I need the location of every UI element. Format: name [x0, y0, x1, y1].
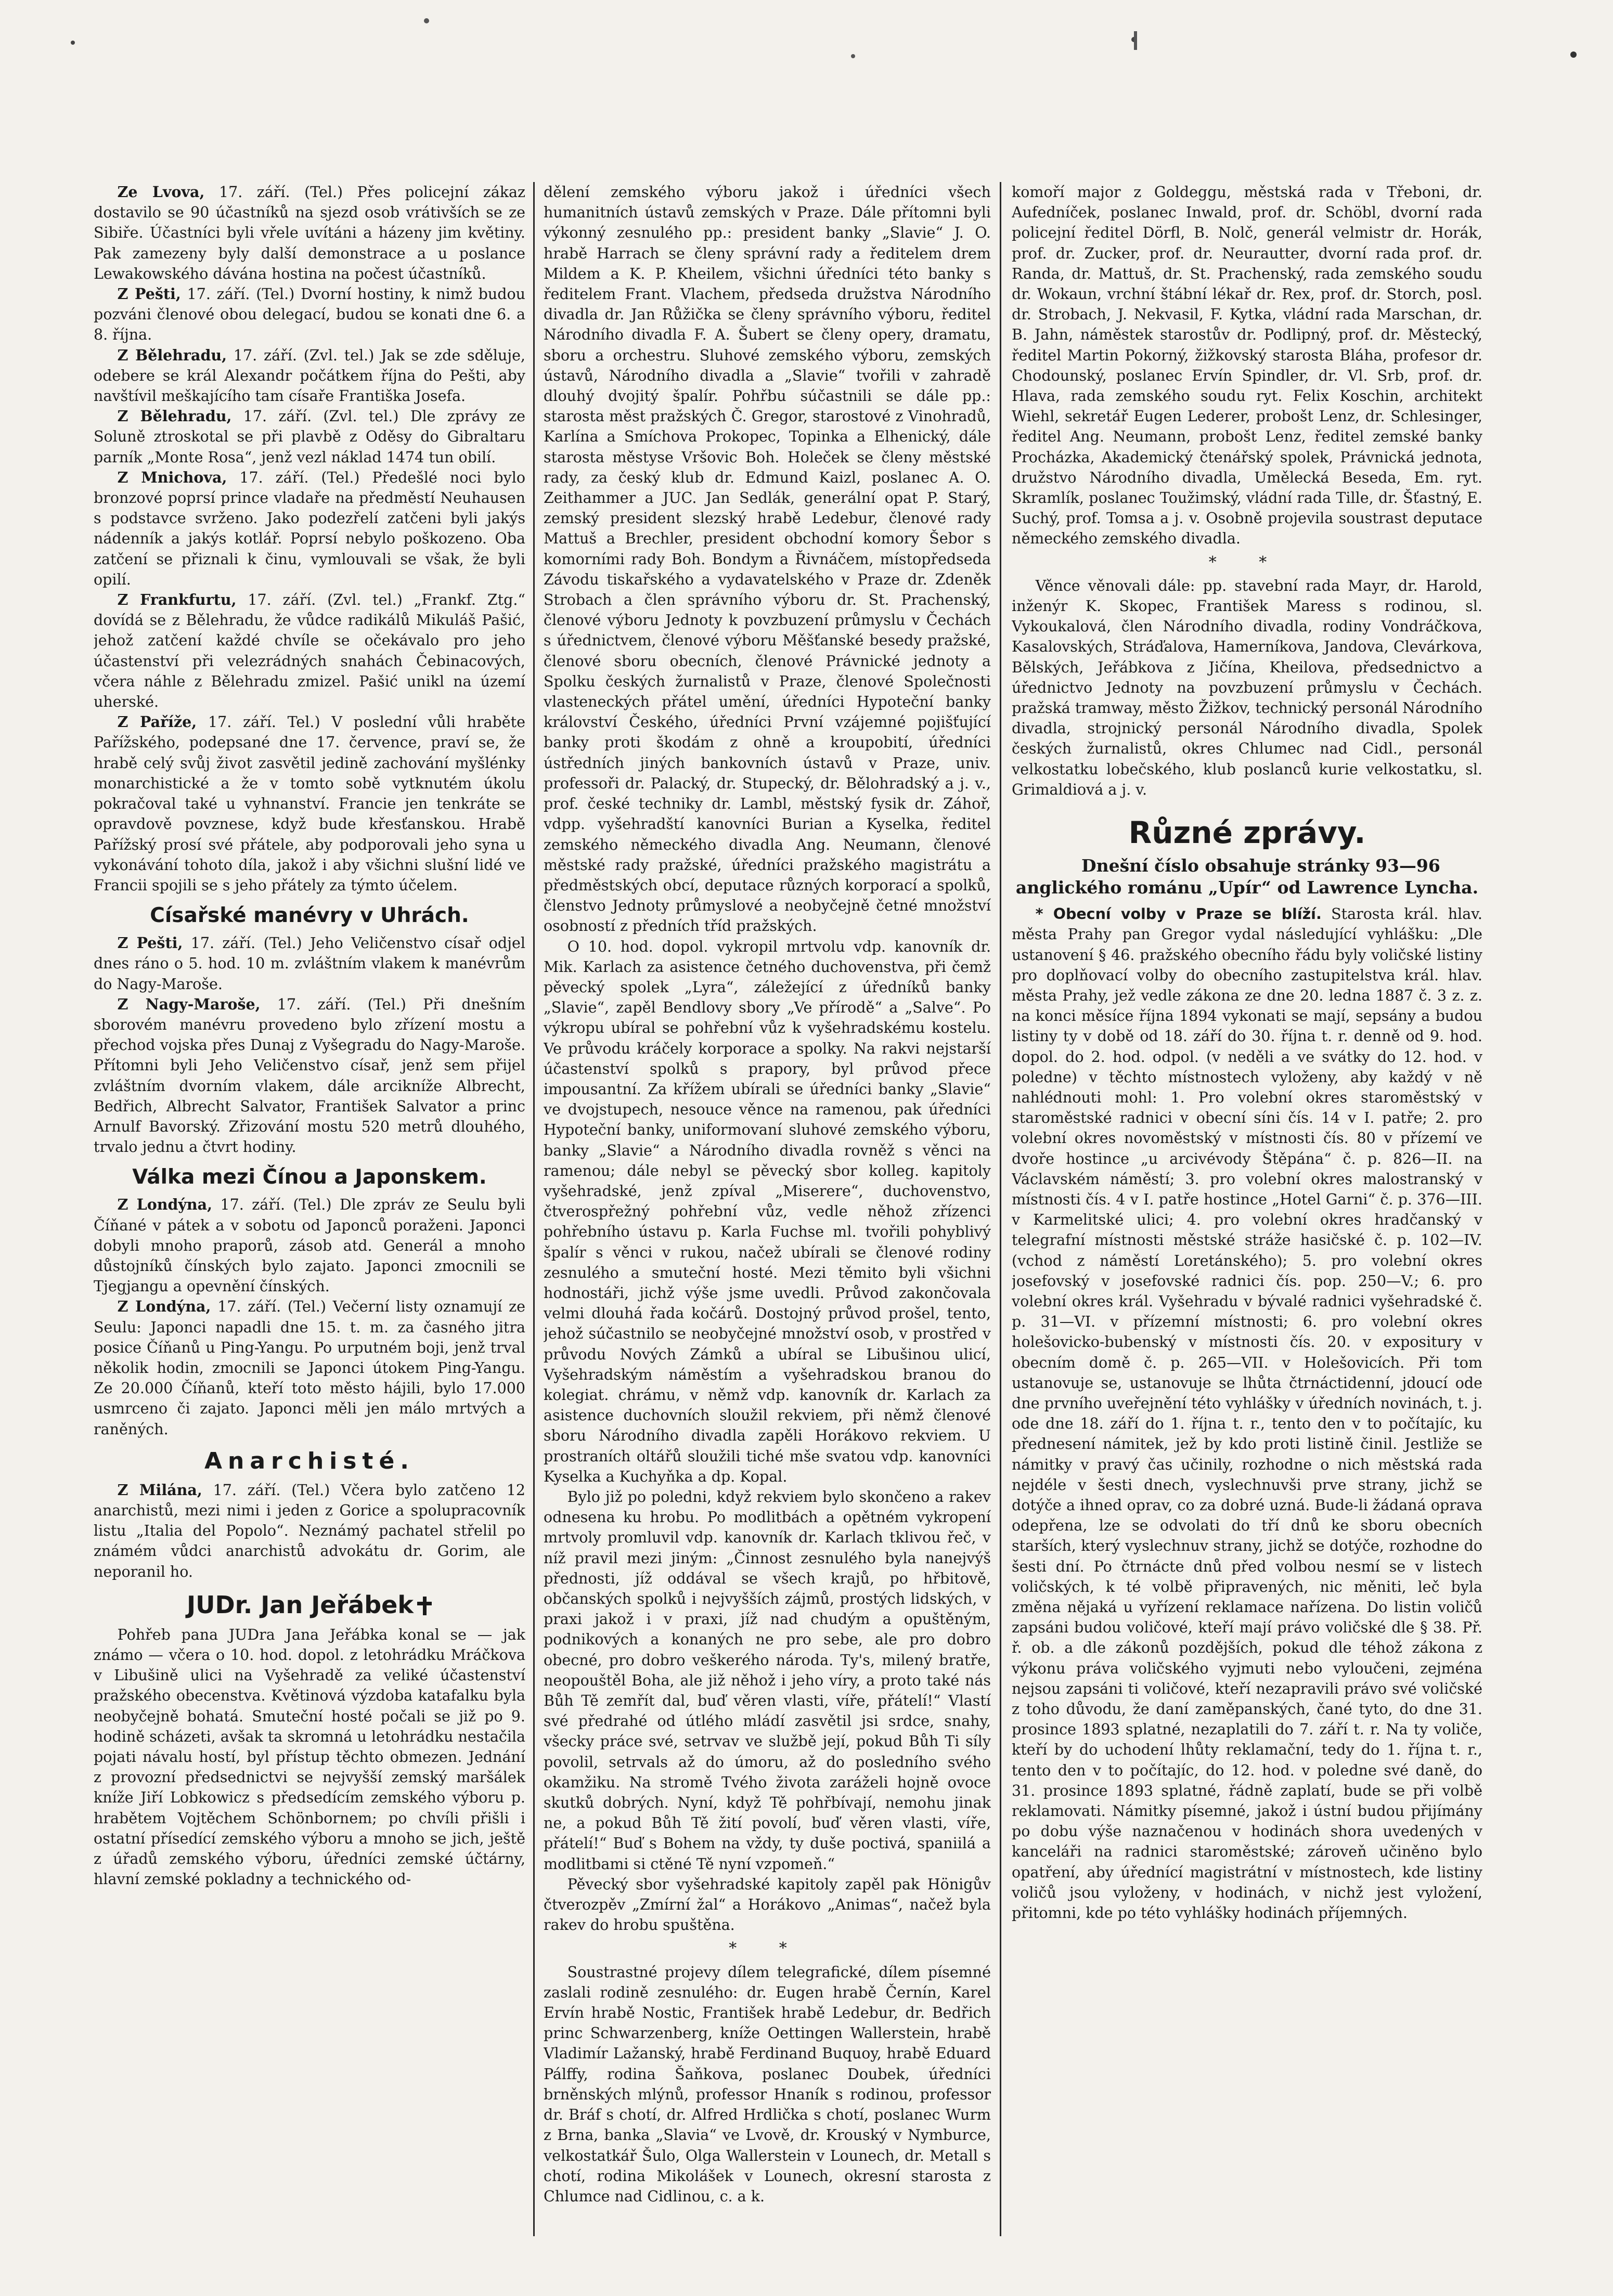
article-londyn-2: Z Londýna, 17. září. (Tel.) Večerní listy oznamují ze Seulu: Japonci napadli dne 15. t. m. za časného jitra posice Číňanů u Ping-Yangu. Po urputném boji, jenž trval několik hodin, zmocnili se Japonci útokem Ping-Yangu. Ze 20.000 Číňanů, kteří toto město hájili, bylo 17.000 usmrceno či zajato. Japonci měli jen málo mrtvých a raněných.: [94, 1298, 525, 1438]
article-belehrad-1: Z Bělehradu, 17. září. (Zvl. tel.) Jak se zde sděluje, odebere se král Alexandr počátkem října do Pešti, aby navštívil meškajícího tam císaře Františka Josefa.: [94, 346, 525, 405]
heading-valka: Válka mezi Čínou a Japonskem.: [132, 1165, 487, 1189]
column-rule-2: [1000, 182, 1001, 2236]
cross-icon: [417, 1597, 432, 1615]
article-jerabek-cont-6: komoří major z Goldeggu, městská rada v Třeboni, dr. Aufedníček, poslanec Inwald, prof. dr. Schöbl, dvorní rada policejní ředitel Dörfl, B. Nolč, generál velmistr dr. Horák, prof. dr. Zucker, prof. dr. Neurautter, dvorní rada prof. dr. Randa, dr. Mattuš, dr. St. Prachenský, rada zemského soudu dr. Wokaun, vrchní štábní lékař dr. Rex, prof. dr. Storch, posl. dr. Strobach, J. Nekvasil, F. Kytka, vládní rada Marschan, dr. B. Jahn, náměstek starostův dr. Podlipný, prof. dr. Městecký, ředitel Martin Pokorný, žižkovský starosta Bláha, profesor dr. Chodounský, poslanec Ervín Spindler, dr. Vl. Srb, prof. dr. Hlava, rada zemského soudu ryt. Felix Koschin, architekt Wiehl, sekretář Eugen Lederer, probošt Lenz, dr. Schlesinger, ředitel Ang. Neumann, probošt Lenz, ředitel zemské banky Procházka, Akademický čtenářský spolek, Právnická jednota, družstvo Národního divadla, Umělecká Beseda, Em. ryt. Skramlík, poslanec Toužimský, vládní rada Tille, dr. Šťastný, E. Suchý, prof. Tomsa a j. v. Osobně projevila soustrast deputace německého zemského divadla.: [1012, 184, 1482, 548]
article-jerabek-cont-1: dělení zemského výboru jakož i úředníci všech humanitních ústavů zemských v Praze. Dále přítomni byli výkonný zesnulého pp.: president banky „Slavie“ J. O. hrabě Harrach se členy správní rady a ředitelem drem Mildem a K. P. Kheilem, všichni úředníci této banky s ředitelem Frant. Vlachem, předseda družstva Národního divadla dr. Jan Růžička se členy správního výboru, ředitel Národního divadla F. A. Šubert se členy opery, dramatu, sboru a orchestru. Sluhové zemského výboru, zemských ústavů, Národního divadla a „Slavie“ tvořili v zahradě dlouhý dvojitý špalír. Pohřbu súčastnili se dále pp.: starosta měst pražských Č. Gregor, starostové z Vinohradů, Karlína a Smíchova Prokopec, Topinka a Elhenický, dále starosta městyse Vršovic Boh. Holeček se členy městské rady, za český klub dr. Edmund Kaizl, poslanec A. O. Zeithammer a JUC. Jan Sedlák, generální opat P. Starý, zemský president slezský hrabě Ledebur, členové rady Mattuš a Brechler, president obchodní komory Šebor s komorními rady Boh. Bondym a Řivnáčem, místopředseda Závodu tiskařského a vydavatelského v Praze dr. Zdeněk Strobach a člen správního výboru dr. St. Prachenský, členové výboru Jednoty k povzbuzení průmyslu v Čechách s úřednictvem, členové výboru Měšťanské besedy pražské, členové sboru obecních, členové Právnické jednoty a Spolku českých žurnalistů v Praze, členové Společnosti vlasteneckých přátel umění, úředníci Hypoteční banky království Českého, úředníci První vzájemné pojišťující banky proti škodám z ohně a kroupobití, úředníci ústředních jiných bankovních ústavů v Praze, univ. professoři dr. Palacký, dr. Stupecký, dr. Bělohradský a j. v., prof. české techniky dr. Lambl, městský fysik dr. Záhoř, vdpp. vyšehradští kanovníci Burian a Kyselka, ředitel zemského německého divadla Ang. Neumann, členové městské rady pražské, úředníci pražského magistrátu a předměstských obcí, deputace různých korporací a spolků, členstvo Jednoty průmyslové a neobyčejně četné množství osobností z předních tříd pražských.: [544, 184, 991, 935]
article-obecni-volby: * Obecní volby v Praze se blíží. Starosta král. hlav. města Prahy pan Gregor vydal následující vyhlášku: „Dle ustanovení § 46. pražského obecního řádu byly voličské listiny pro doplňovací volby do obecního zastupitelstva král. hlav. města Prahy, jež vedle zákona ze dne 20. ledna 1887 č. 3 z. z. na konci měsíce října 1894 vykonati se mají, sepsány a budou listiny ty v době od 18. září do 30. října t. r. denně od 9. hod. dopol. do 2. hod. odpol. (v neděli a ve svátky do 12. hod. v poledne) v těchto místnostech vyloženy, aby každý v ně nahlédnouti mohl: 1. Pro volební okres staroměstský v staroměstské radnici v obecní síni čís. 14 v I. patře; 2. pro volební okres novoměstský v místnosti čís. 80 v přízemí ve dvoře hostince „u arcivévody Štěpána“ č. p. 826—II. na Václavském náměstí; 3. pro volební okres malostranský v místnosti čís. 4 v I. patře hostince „Hotel Garni“ č. p. 376—III. v Karmelitské ulici; 4. pro volební okres hradčanský v telegrafní místnosti městské stráže hasičské č. p. 102—IV. (vchod z náměstí Loretánského); 5. pro volební okres josefovský v josefovské radnici čís. pop. 250—V.; 6. pro volební okres král. Vyšehradu v bývalé radnici vyšehradské č. p. 31—VI. v přízemní místnosti; 6. pro volební okres holešovicko-bubenský v místnosti čís. 20. v expositury v obecním domě č. p. 265—VII. v Holešovicích. Při tom ustanovuje se, ustanovuje se lhůta čtrnáctidenní, jdoucí ode dne prvního uveřejnění této vyhlášky v úředních novinách, t. j. ode dne 18. září do 1. října t. r., tento den v to počítajíc, ku přednesení námitek, jež by kdo proti listině činil. Jestliže se námitky v pravý čas učinily, rozhodne o nich městská rada nejdéle v šesti dnech, vyslechnuvši prve strany, jichž se dotýče a ihned oprav, co za dobré uzná. Bude-li žádaná oprava odepřena, lze se odvolati do tří dnů ke sboru obecních starších, který vyslechnuv strany, jichž se dotýče, rozhodne do šesti dní. Po čtrnácte dnů před volbou nesmí se v listech voličských, k té volbě připravených, nic měniti, leč byla změna nějaká u vyřízení reklamace nařízena. Do listin voličů zapsáni budou voličové, kteří mají právo voličské dle § 38. Př. ř. ob. a dle zákonů pozdějších, pokud dle téhož zákona z výkonu práva voličského vyjmuti nebo vyloučeni, zejména nejsou zapsáni ti voličové, kteří nezapravili právo své voličské z toho důvodu, že daní zaměpanských, čané tyto, do dne 31. prosince 1893 splatné, nezaplatili do 7. září t. r. Na ty voliče, kteří by do uchodení lhůty reklamační, tedy do 1. října t. r., tento den v to počítajíc, do 12. hod. v poledne své daně, do 31. prosince 1893 splatné, řádně zaplatí, bude se při volbě reklamovati. Námitky písemné, jakož i ústní budou přijímány po dobu výše naznačenou v hodinách shora uvedených v kanceláři na radnici staroměstské; zároveň učiněno bylo opatření, aby úřednící magistrátní v místnostech, kde listiny voličů jsou vyloženy, v hodinách, v nichž jest vyložení, přitomni, kde po této vyhlášky hodinách příjemných.: [1012, 905, 1482, 1922]
heading-jerabek: JUDr. Jan Jeřábek: [94, 1590, 525, 1619]
heading-cisarske-manevry: Císařské manévry v Uhrách.: [150, 904, 469, 928]
lead-notice: Dnešní číslo obsahuje stránky 93—96 anglického románu „Upír“ od Lawrence Lyncha.: [1015, 855, 1479, 898]
heading-ruzne-zpravy: Různé zprávy.: [1128, 815, 1366, 851]
article-pariz: Z Paříže, 17. září. Tel.) V poslední vůli hraběte Pařížského, podepsané dne 17. července, praví se, že hrabě celý svůj život zasvětil jedině zachování myšlénky monarchistické a že v tomto sobě vytknutém úkolu pokračoval také u vyhnanství. Francie jen tenkráte se opravdově povznese, když bude křesťanskou. Hrabě Pařížský prosí své přátele, aby podporovali jeho syna u vykonávání tohoto díla, jakož i aby všichni slušní lidé ve Francii spojili se s jeho přátely za týmto účelem.: [94, 713, 525, 894]
article-londyn-1: Z Londýna, 17. září. (Tel.) Dle zpráv ze Seulu byli Číňané v pátek a v sobotu od Japonců poraženi. Japonci dobyli mnoho praporů, zásob atd. Generál a mnoho důstojníků čínských bylo zajato. Japonci zmocnili se Tjegjangu a opevnění čínských.: [94, 1196, 525, 1295]
article-nagy-maros: Z Nagy-Maroše, 17. září. (Tel.) Při dnešním sborovém manévru provedeno bylo zřízení mostu a přechod vojska přes Dunaj z Vyšegradu do Nagy-Maroše. Přítomni byli Jeho Veličenstvo císař, jenž sem přijel zvláštním dvorním vlakem, dále arcikníže Albrecht, Bedřich, Albrecht Salvator, František Salvator a princ Arnulf Bavorský. Zřizování mostu 520 metrů dlouhého, trvalo jednu a čtvrt hodiny.: [94, 995, 525, 1156]
article-pest-2: Z Pešti, 17. září. (Tel.) Jeho Veličenstvo císař odjel dnes ráno o 5. hod. 10 m. zvláštním vlakem k manévrům do Nagy-Maroše.: [94, 934, 525, 993]
top-edge-print-marks: [0, 0, 1613, 68]
article-frankfurt: Z Frankfurtu, 17. září. (Zvl. tel.) „Frankf. Ztg.“ dovídá se z Bělehradu, že vůdce radikálů Mikuláš Pašić, jehož zatčení každé chvíle se očekávalo pro jeho účastenství při velezrádných snahách Čebinacových, včera náhle z Bělehradu zmizel. Pašić unikl na území uherské.: [94, 591, 525, 711]
article-jerabek-cont-5: Soustrastné projevy dílem telegrafické, dílem písemné zaslali rodině zesnulého: dr. Eugen hrabě Černín, Karel Ervín hrabě Nostic, František hrabě Ledebur, dr. Bedřich princ Schwarzenberg, kníže Oettingen Wallerstein, hrabě Vladimír Lažanský, hrabě Ferdinand Buquoy, hrabě Eduard Pálffy, rodina Šaňkova, poslanec Doubek, úředníci brněnských mlýnů, professor Hnaník s rodinou, professor dr. Bráf s chotí, dr. Alfred Hrdlička s chotí, poslanec Wurm z Brna, banka „Slavia“ ve Lvově, dr. Krouský v Nymburce, velkostatkář Šulo, Olga Wallerstein v Lounech, dr. Metall s chotí, rodina Mikolášek v Lounech, okresní starosta z Chlumce nad Cidlinou, c. a k.: [544, 1963, 991, 2205]
article-milan: Z Milána, 17. září. (Tel.) Včera bylo zatčeno 12 anarchistů, mezi nimi i jeden z Gorice a spolupracovník listu „Italia del Popolo“. Neznámý pachatel střelil po známém vůdci anarchistů advokátu dr. Gorim, ale neporanil ho.: [94, 1481, 525, 1580]
article-jerabek-cont-3: Bylo již po poledni, když rekviem bylo skončeno a rakev odnesena ku hrobu. Po modlitbách a opětném vykropení mrtvoly promluvil vdp. kanovník dr. Karlach tklivou řeč, v níž pravil mezi jiným: „Činnost zesnulého byla nanejvýš přednosti, jíž oddával se všech krajů, po hřbitově, občanských spolků i nejvyšších zájmů, prostých lidských, v praxi jakož i v praxi, jíž nad chudým a opuštěným, podnikových a konaných ne pro sebe, ale pro dobro obecné, pro dobro veškerého národa. Ty's, milený bratře, neopouštěl Boha, ale již něhož i jeho víry, a proto také nás Bůh Tě zemřít dal, buď věren vlasti, víře, přátelí!“ Vlastí své předrahé od útlého mládí zasvětil jsi srdce, snahy, všecky práce své, setrvav ve službě její, pokud Bůh Ti síly povolil, setrvals až do úmoru, až do posledního svého okamžiku. Na stromě Tvého života zaráželi hojně ovoce skutků dobrých. Nyní, když Tě pohřbívají, nemohu jinak ne, a pokud Bůh Tě žití povolí, buď věren vlasti, víře, přátelí!“ Buď s Bohem na vždy, ty duše poctivá, spaniilá a modlitbami si ctěné Tě nyní vzpomeň.“: [544, 1488, 991, 1873]
article-lvov: Ze Lvova, 17. září. (Tel.) Přes policejní zákaz dostavilo se 90 účastníků na sjezd osob vrátivších se ze Sibiře. Účastníci byli vřele uvítáni a házeny jim květiny. Pak zamezeny byly další demonstrace a u poslance Lewakowského dávána hostina na počest účastníků.: [94, 183, 525, 282]
column-3: [1012, 182, 1482, 2236]
column-1: [94, 182, 525, 2236]
article-jerabek-cont-4: Pěvecký sbor vyšehradské kapitoly zapěl pak Hönigův čtverozpěv „Zmírní žal“ a Horákovo „Animas“, načež byla rakev do hrobu spuštěna.: [544, 1875, 991, 1934]
article-belehrad-2: Z Bělehradu, 17. září. (Zvl. tel.) Dle zprávy ze Soluně ztroskotal se při plavbě z Oděsy do Gibraltaru parník „Monte Rosa“, jenž vezl náklad 1474 tun obilí.: [94, 407, 525, 466]
article-jerabek-cont-7: Věnce věnovali dále: pp. stavební rada Mayr, dr. Harold, inženýr K. Skopec, František Maress s rodinou, sl. Vykoukalová, člen Národního divadla, rodiny Vondráčkova, Kasalovských, Stráďalova, Hamerníkova, Jandova, Clevárkova, Bělských, Jeřábkova z Jičína, Kheilova, předsednictvo a úřednictvo Jednoty na povzbuzení průmyslu v Čechách. pražská tramway, město Žižkov, technický personál Národního divadla, strojnický personál Národního divadla, Spolek českých žurnalistů, okres Chlumec nad Cidl., personál velkostatku lobečského, klub poslanců kurie velkostatku, sl. Grimaldiová a j. v.: [1012, 577, 1482, 798]
article-jerabek-start: Pohřeb pana JUDra Jana Jeřábka konal se — jak známo — včera o 10. hod. dopol. z letohrádku Mráčkova v Libušině ulici na Vyšehradě za veliké účastenství pražského obecenstva. Květinová výzdoba katafalku byla neobyčejně bohatá. Smuteční hosté počali se již po 9. hodině scházeti, avšak ta skromná u letohrádku nestačila pojati návalu hostí, byl přístup těchto obmezen. Jednání z provozní předsednictvi se nejvyšší zemský maršálek kníže Jiří Lobkowicz s předsedícím zemského výboru p. hrabětem Vojtěchem Schönbornem; po chvíli přišli i ostatní přísedící zemského výboru a mnoho se jich, ještě z úřadů zemského výboru, úředníci zemské účtárny, hlavní zemské pokladny a technického od-: [94, 1626, 525, 1888]
heading-anarchiste: Anarchisté.: [204, 1447, 415, 1474]
section-separator: * *: [1208, 553, 1286, 572]
article-jerabek-cont-2: O 10. hod. dopol. vykropil mrtvolu vdp. kanovník dr. Mik. Karlach za asistence četného duchovenstva, při čemž pěvecký spolek „Lyra“, záležející z úředníků banky „Slavie“, zapěl Bendlovy sbory „Ve přírodě“ a „Salve“. Po výkropu ubíral se pohřební vůz k vyšehradskému kostelu. Ve průvodu kráčely korporace a spolky. Na rakvi nejstarší účastenství spolků s prapory, byl průvod přece impousantní. Za křížem ubírali se úředníci banky „Slavie“ ve dvojstupech, nesouce věnce na ramenou, pak úředníci Hypoteční banky, uniformovaní sluhové zemského výboru, banky „Slavie“ a Národního divadla rovněž s věnci na ramenou; dále nebyl se pěvecký sbor kolleg. kapitoly vyšehradské, jenž zpíval „Miserere“, duchovenstvo, čtverospřežný pohřební vůz, vedle něhož zřízenci pohřebního ústavu p. Karla Fuchse ml. tvořili pohyblivý špalír s věnci v rukou, načež ubírali se členové rodiny zesnulého a smuteční hosté. Mezi těmito byli všichni hodnostáři, jichž výše jsme uvedli. Průvod zakončovala velmi dlouhá řada kočárů. Dostojný průvod prošel, tento, jehož súčastnilo se neobyčejné množství osob, v prostřed v průvodu Nových Zámků a ubíral se Libušinou ulicí, Vyšehradským náměstím a vyšehradskou branou do kolegiat. chrámu, v němž vdp. kanovník dr. Karlach za asistence duchovních sloužil rekviem, při němž členové sboru Národního divadla zapěli Horákovo rekviem. U prostraních oltářů sloužili tiché mše svatou vdp. kanovníci Kyselka a Kuchyňka a dp. Kopal.: [544, 938, 991, 1485]
column-rule-1: [533, 182, 535, 2236]
column-2: [544, 182, 991, 2236]
article-pest-1: Z Pešti, 17. září. (Tel.) Dvorní hostiny, k nimž budou pozváni členové obou delegací, budou se konati dne 6. a 8. října.: [94, 285, 525, 344]
article-mnichov: Z Mnichova, 17. září. (Tel.) Předešlé noci bylo bronzové poprsí prince vladaře na předměstí Neuhausen s podstavce svrženo. Jako podezřelí zatčeni byli jakýs nádenník a jakýs kotlář. Poprsí nebylo poškozeno. Oba zatčení se přiznali k činu, vymlouvali se však, že byli opilí.: [94, 468, 525, 588]
section-separator: * *: [729, 1939, 806, 1958]
